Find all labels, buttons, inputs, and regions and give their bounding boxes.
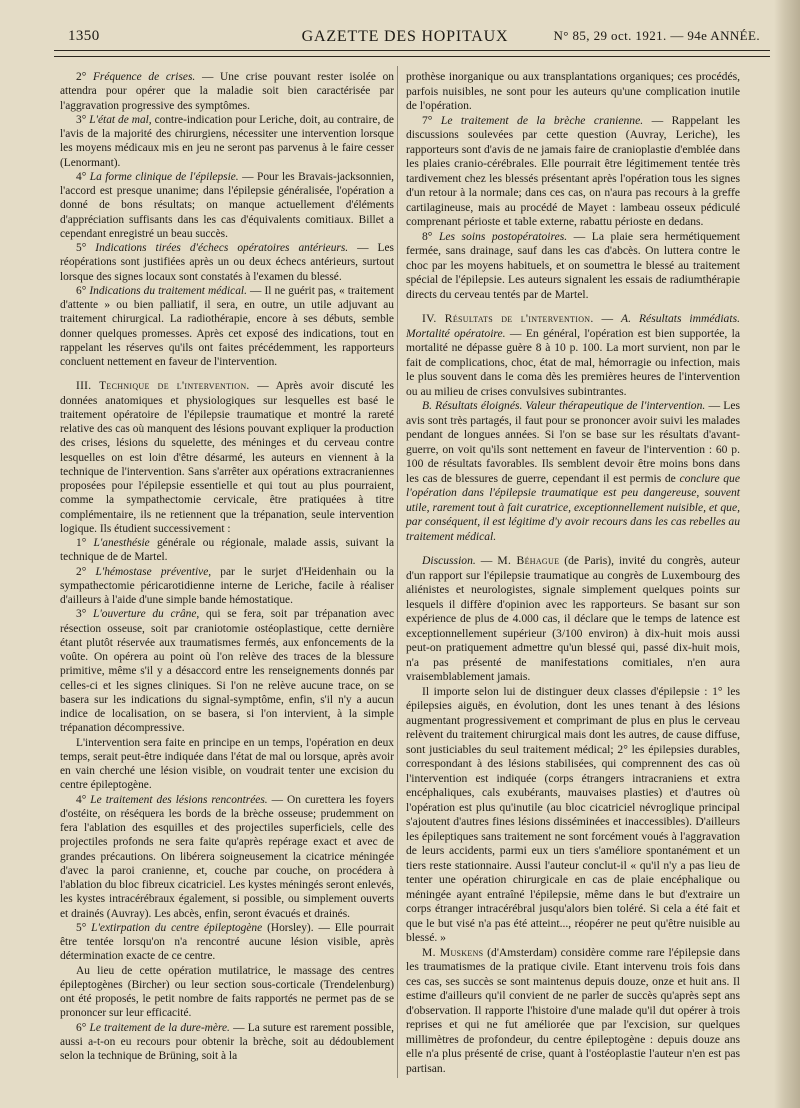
paragraph: 4° Le traitement des lésions rencontrées. — On curettera les foyers d'ostéite, on réséquera les bords de la brèche osseuse; prudemment on fera l'ablation des esquilles et des projectiles superficiels, celle des projectiles profonds ne sera faite qu'après repérage exact et avec de grandes précautions. On libérera soigneusement la cicatrice méningée d'avec la paroi cranienne, et, couche par couche, on procédera à l'ablation du bloc fibreux cicatriciel. Les kystes méningés seront enlevés, les kystes intracérébraux également, si possible, ou simplement ouverts et drainés (Auvray). Les abcès, enfin, seront évacués et drainés. xyxy=(60,793,394,920)
paragraph: prothèse inorganique ou aux transplantations organiques; ces procédés, parfois nuisibles, ne sont pour les auteurs qu'une complication inutile de l'opération. xyxy=(406,70,740,112)
paragraph: 2° L'hémostase préventive, par le surjet d'Heidenhain ou la sympathectomie péricarotidienne interne de Leriche, facile à réaliser d'ailleurs à l'aide d'une simple bande hémostatique. xyxy=(60,565,394,606)
page-edge-shadow xyxy=(774,0,800,1108)
section-three-intro: III. Technique de l'intervention. — Après avoir discuté les données anatomiques et physiologiques sur lesquelles est basé le traitement opératoire de l'épilepsie traumatique et montré la rareté relative des cas où manquent des lésions pouvant expliquer la production des crises, lésions du squelette, des méninges et du cerveau contre lesquelles on est loin d'être désarmé, les auteurs en viennent à la technique de l'intervention. Sans s'arrêter aux opérations extracraniennes proposées pour l'épilepsie essentielle et qui tout au plus pourraient, comme la sympathectomie cervicale, être pratiquées à titre complémentaire, ils ne retiennent que la trépanation, seule intervention logique. Ils étudient successivement : xyxy=(60,380,394,535)
section-heading: III. Technique de l'intervention. xyxy=(76,380,250,393)
paragraph: 3° L'ouverture du crâne, qui se fera, soit par trépanation avec résection osseuse, soit par craniotomie ostéoplastique, cette dernière étant plutôt réservée aux traumatismes fermés, aux enfoncements de la voûte. On opérera au point où l'on relève des traces de la blessure primitive, même s'il y a désaccord entre les renseignements donnés par celles-ci et les signes cliniques. Si l'on ne relève aucune trace, on se basera sur les indications du signal-symptôme, enfin, s'il n'y a aucun indice de localisation, on se basera, si l'on intervient, à la simple trépanation décompressive. xyxy=(60,608,394,735)
discussion-label: Discussion. xyxy=(422,554,476,567)
paragraph: L'intervention sera faite en principe en un temps, l'opération en deux temps, serait peut-être indiquée dans l'état de mal ou lorsque, après avoir en vain cherché une lésion visible, on voudrait tenter une excision du centre épileptogène. xyxy=(60,736,394,792)
paragraph: 4° La forme clinique de l'épilepsie. — Pour les Bravais-jacksonnien, l'accord est presque unanime; dans l'épilepsie généralisée, l'opération a donné de bons résultats; on manque actuellement d'éléments d'appréciation suffisants dans les cas d'équivalents comitiaux. Billet a cependant enregistré un beau succès. xyxy=(60,170,394,240)
discussion-paragraph: Discussion. — M. Béhague (de Paris), invité du congrès, auteur d'un rapport sur l'épilepsie traumatique au congrès de Luxembourg des aliénistes et neurologistes, signale simplement quelques points sur lesquels il diffère d'opinion avec les rapporteurs. Se basant sur son expérience de plus de 4.000 cas, il déclare que le temps de latence est exceptionnellement supérieur (3/100 environ) à dix-huit mois aussi peut-on pratiquement admettre qu'un blessé qui, passé dix-huit mois, n'a pas présenté de manifestations comitiales, n'en aura vraisemblablement jamais. xyxy=(406,554,741,683)
paragraph: 5° Indications tirées d'échecs opératoires antérieurs. — Les réopérations sont justifiées après un ou deux échecs antérieurs, surtout lorsque des signes locaux sont constatés à l'examen du blessé. xyxy=(60,242,394,283)
section-heading: IV. Résultats de l'intervention. xyxy=(422,312,594,325)
paragraph: Au lieu de cette opération mutilatrice, le massage des centres épileptogènes (Bircher) ou leur section sous-corticale (Trendelenburg) ont été proposés, le petit nombre de faits rapportés ne permet pas de se prononcer sur leur efficacité. xyxy=(60,964,394,1020)
column-divider xyxy=(397,66,398,1078)
header-rule xyxy=(54,50,770,57)
left-column xyxy=(60,70,394,1063)
running-header xyxy=(46,22,764,48)
issue-info: N° 85, 29 oct. 1921. — 94e ANNÉE. xyxy=(553,28,760,43)
paragraph: 3° L'état de mal, contre-indication pour Leriche, doit, au contraire, de l'avis de la majorité des chirurgiens, nécessiter une intervention lorsque les moyens médicaux mis en jeu ne seront pas parvenus à le faire cesser (Lenormant). xyxy=(60,113,394,169)
page-number: 1350 xyxy=(68,28,100,44)
paragraph: Il importe selon lui de distinguer deux classes d'épilepsie : 1° les épilepsies aiguës, en évolution, dont les unes tenant à des lésions augmentant progressivement et comprimant de plus en plus le cerveau relèvent du traitement chirurgical mais dont les autres, de cause diffuse, sont justiciables du seul traitement médical; 2° les épilepsies durables, correspondant à des lésions stabilisées, qui comprennent des cas où l'intervention est indiquée (corps étrangers intracraniens et extra encéphaliques, cals exubérants, mauvaises plasties) et d'autres où l'opération est plus qu'inutile (au bloc cicatriciel névroglique principal s'ajoutent d'autres fines lésions disséminées et inaccessibles). D'ailleurs les épileptiques sans traitement ne sont forcément voués à l'aggravation de leurs accidents, parmi eux un tiers s'améliore spontanément et un tiers reste stationnaire. Aussi l'auteur conclut-il « qu'il n'y a pas lieu de tenter une opération chirurgicale en cas de plaie encéphalique ou méningée ayant entraîné l'épilepsie, même dans le but d'extraire un corps étranger intracérébral jusqu'alors bien toléré. Si cela a été fait et que le but visé n'a pas été atteint..., réopérer ne peut qu'être nuisible au blessé. » xyxy=(406,684,740,944)
paragraph: 8° Les soins postopératoires. — La plaie sera hermétiquement fermée, sans drainage, sauf dans les cas d'abcès. On luttera contre le choc par les moyens habituels, et on soumettra le blessé au traitement spécial de l'épilepsie. Les auteurs signalent les essais de radiumthérapie directs du cerveau tentés par de Martel. xyxy=(406,229,740,301)
paragraph: 6° Le traitement de la dure-mère. — La suture est rarement possible, aussi a-t-on eu recours pour obtenir la brèche, soit au dédoublement selon la technique de Brüning, soit à la xyxy=(60,1021,394,1062)
journal-title: GAZETTE DES HOPITAUX xyxy=(301,28,509,45)
paragraph: 1° L'anesthésie générale ou régionale, malade assis, suivant la technique de de Martel. xyxy=(60,537,394,564)
paragraph: 7° Le traitement de la brèche cranienne. — Rappelant les discussions soulevées par cette question (Auvray, Leriche), les rapporteurs sont d'avis de ne jamais faire de cranioplastie d'emblée dans les plaies cranio-cérébrales. Elle pourrait être légitimement tentée très tardivement chez les blessés présentant après l'opération tous les signes d'un retour à la normale; dans ces cas, on n'aura pas recours à la greffe cartilagineuse, mais au procédé de Mayet : lambeau osseux pédiculé comprenant périoste et table externe, rabattu périoste en dedans. xyxy=(406,113,740,228)
paragraph: 6° Indications du traitement médical. — Il ne guérit pas, « traitement d'attente » ou bien palliatif, il sera, en outre, un utile adjuvant au traitement chirurgical. La radiothérapie, encore à ses débuts, semble donner quelques promesses. Après cet exposé des indications, tout en rappelant les réserves qu'ils ont faites précédemment, les rapporteurs concluent nettement en faveur de l'intervention. xyxy=(60,284,394,368)
paragraph: M. Muskens (d'Amsterdam) considère comme rare l'épilepsie dans les traumatismes de la pratique civile. Etant intervenu trois fois dans ces cas, ses succès se sont maintenus depuis douze, onze et huit ans. Il estime d'ailleurs qu'il convient de ne parler de succès qu'après sept ans d'observation. Il rapporte l'histoire d'une malade qu'il dut opérer à trois reprises et qui ne fut améliorée que par l'excision, sur quelques millimètres de profondeur, du centre épileptogène : depuis douze ans elle n'a plus présenté de crise, quant à l'ostéoplastie l'auteur n'en est pas partisan. xyxy=(406,945,740,1075)
right-column xyxy=(406,70,740,1076)
section-four-b: B. Résultats éloignés. Valeur thérapeutique de l'intervention. — Les avis sont très partagés, il faut pour se prononcer avoir suivi les malades pendant de longues années. Si l'on se base sur les résultats d'avant-guerre, on voit qu'ils sont nettement en faveur de l'intervention : 60 p. 100 de résultats favorables. Ils semblent devoir être moins bons dans les cas de blessures de guerre, cependant il est permis de conclure que l'opération dans l'épilepsie traumatique est peu dangereuse, souvent utile, rarement tout à fait curatrice, exceptionnellement nuisible, et que, par conséquent, il est légitime d'y avoir recours dans les cas rebelles au traitement médical. xyxy=(406,399,740,543)
section-four-a: IV. Résultats de l'intervention. — A. Résultats immédiats. Mortalité opératoire. — En général, l'opération est bien supportée, la mortalité ne dépasse guère 8 à 10 p. 100. La mort survient, non par le fait de complications, choc, état de mal, hémorragie ou infection, mais le plus souvent dans le coma dès les premières heures de l'intervention ou au milieu de crises convulsives subintrantes. xyxy=(406,312,740,398)
paragraph: 2° Fréquence de crises. — Une crise pouvant rester isolée on attendra pour opérer que la maladie soit bien caractérisée par l'aggravation progressive des symptômes. xyxy=(60,71,394,112)
paragraph: 5° L'extirpation du centre épileptogène (Horsley). — Elle pourrait être tentée lorsqu'on n'a rencontré aucune lésion visible, après détermination exacte de ce centre. xyxy=(60,921,394,963)
